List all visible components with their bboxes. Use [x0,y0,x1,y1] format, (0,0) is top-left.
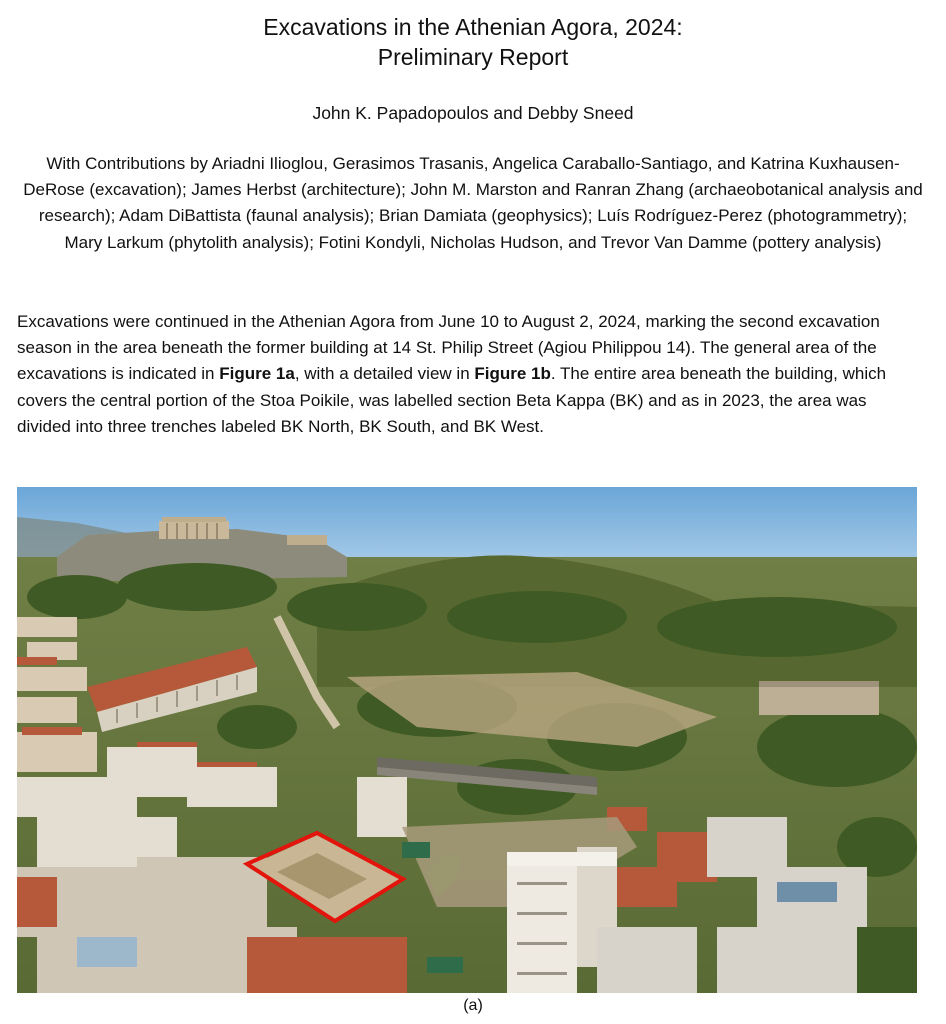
authors: John K. Papadopoulos and Debby Sneed [312,103,634,123]
hephaisteion [759,685,879,715]
figure-1b-ref: Figure 1b [474,364,551,384]
contributions: With Contributions by Ariadni Ilioglou, Gerasimos Trasanis, Angelica Caraballo-Santiago, and Katrina Kuxhausen-DeRose (excavation); James Herbst (architecture); John M. Marston and Ranran Zhang (archaeobotanical analysis and research); Adam DiBattista (faunal analysis); Brian Damiata (geophysics); Luís Rodríguez-Perez (photogrammetry); Mary Larkum (phytolith analysis); Fotini Kondyli, Nicholas Hudson, and Trevor Van Damme (pottery analysis) [23,154,923,252]
aerial-photo-figure [17,487,917,993]
parthenon [159,521,229,539]
figure-1a-ref: Figure 1a [219,364,295,384]
aerial-photo [17,487,917,993]
paper-title [0,12,946,72]
body-text-3: . The entire area beneath the building, which covers the central portion of the Stoa Poikile, was labelled section Beta Kappa (BK) and as in 2023, the area was divided into three trenches labeled BK North, BK South, and BK West. [17,364,887,436]
title-line-1: Excavations in the Athenian Agora, 2024: [263,14,683,40]
body-text-2: , with a detailed view in [294,364,475,384]
body-text-1: Excavations were continued in the Athenian Agora from June 10 to August 2, 2024, marking the second excavation season in the area beneath the former building at 14 St. Philip Street (Agiou Philippou 14). The general area of the excavations is indicated in [17,312,880,384]
figure-caption: (a) [463,997,483,1014]
body-paragraph [17,309,917,440]
title-line-2: Preliminary Report [377,44,569,70]
